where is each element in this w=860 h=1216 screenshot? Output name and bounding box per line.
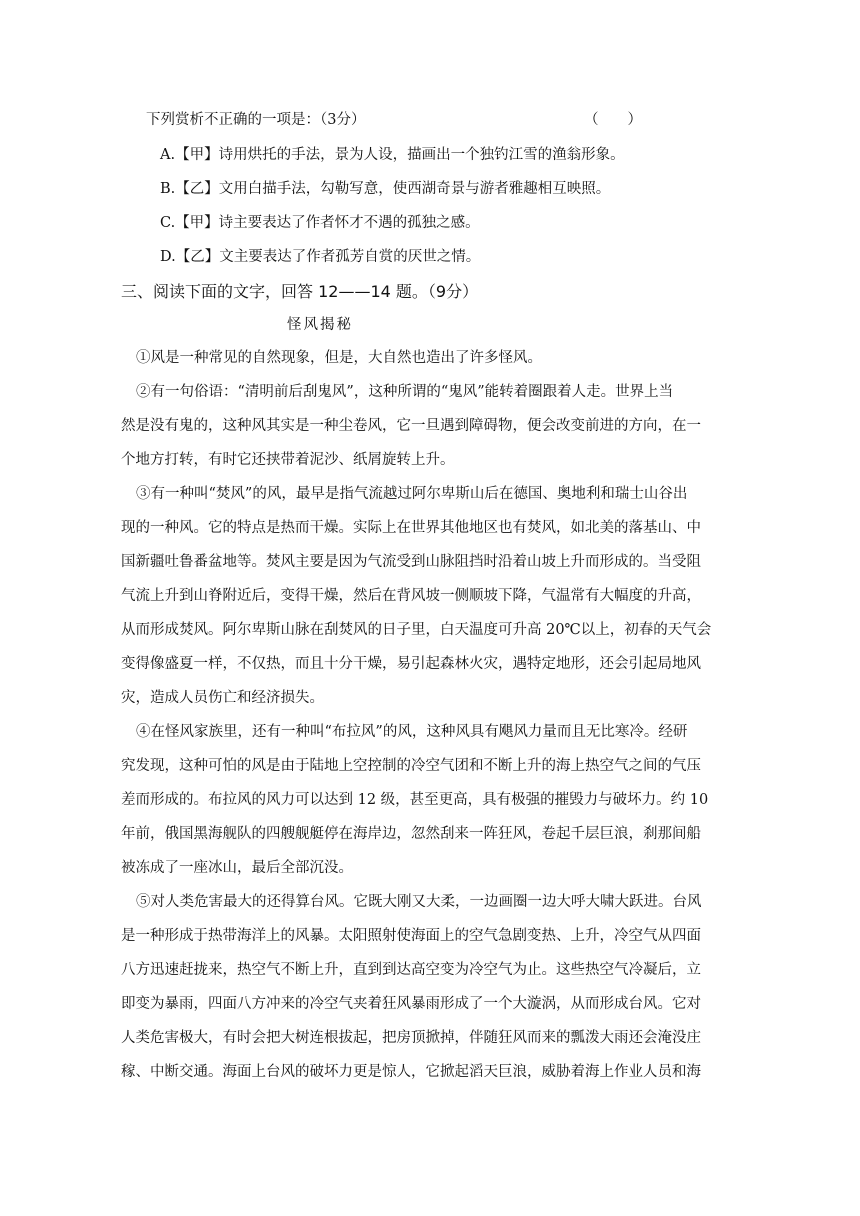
paragraph-3-line-4: 气流上升到山脊附近后，变得干燥，然后在背风坡一侧顺坡下降，气温常有大幅度的升高， [121, 588, 701, 604]
paragraph-2-line-3: 个地方打转，有时它还挟带着泥沙、纸屑旋转上升。 [121, 452, 455, 468]
question-stem: 下列赏析不正确的一项是：（3分） [146, 112, 366, 128]
paragraph-2-line-2: 然是没有鬼的，这种风其实是一种尘卷风，它一旦遇到障碍物，便会改变前进的方向，在一 [121, 418, 701, 434]
option-d: D.【乙】文主要表达了作者孤芳自赏的厌世之情。 [160, 249, 481, 265]
section-heading: 三、阅读下面的文字，回答 12——14 题。（9分） [121, 282, 479, 301]
paragraph-5-line-1: ⑤对人类危害最大的还得算台风。它既大刚又大柔，一边画圈一边大呼大啸大跃进。台风 [136, 894, 702, 910]
paragraph-4-line-3: 差而形成的。布拉风的风力可以达到 12 级，甚至更高，具有极强的摧毁力与破坏力。约 10 [121, 792, 709, 808]
paragraph-4-line-5: 被冻成了一座冰山，最后全部沉没。 [121, 860, 353, 876]
paragraph-5-line-5: 人类危害极大，有时会把大树连根拔起，把房顶掀掉，伴随狂风而来的瓢泼大雨还会淹没庄 [121, 1030, 701, 1046]
paragraph-1-line-1: ①风是一种常见的自然现象，但是，大自然也造出了许多怪风。 [136, 350, 542, 366]
paragraph-2-line-1: ②有一句俗语：“清明前后刮鬼风”，这种所谓的“鬼风”能转着圈跟着人走。世界上当 [136, 384, 674, 400]
paragraph-5-line-3: 八方迅速赶拢来，热空气不断上升，直到到达高空变为冷空气为止。这些热空气冷凝后，立 [121, 962, 701, 978]
paragraph-3-line-7: 灾，造成人员伤亡和经济损失。 [121, 690, 324, 706]
paragraph-5-line-4: 即变为暴雨，四面八方冲来的冷空气夹着狂风暴雨形成了一个大漩涡，从而形成台风。它对 [121, 996, 701, 1012]
paragraph-3-line-2: 现的一种风。它的特点是热而干燥。实际上在世界其他地区也有焚风，如北美的落基山、中 [121, 520, 701, 536]
paragraph-3-line-3: 国新疆吐鲁番盆地等。焚风主要是因为气流受到山脉阻挡时沿着山坡上升而形成的。当受阻 [121, 554, 701, 570]
paragraph-4-line-2: 究发现，这种可怕的风是由于陆地上空控制的冷空气团和不断上升的海上热空气之间的气压 [121, 758, 701, 774]
paragraph-3-line-5: 从而形成焚风。阿尔卑斯山脉在刮焚风的日子里，白天温度可升高 20℃以上，初春的天气会 [121, 622, 712, 638]
paragraph-5-line-6: 稼、中断交通。海面上台风的破坏力更是惊人，它掀起滔天巨浪，威胁着海上作业人员和海 [121, 1064, 701, 1080]
paragraph-3-line-1: ③有一种叫“焚风”的风，最早是指气流越过阿尔卑斯山后在德国、奥地利和瑞士山谷出 [136, 486, 688, 502]
paragraph-4-line-4: 年前，俄国黑海舰队的四艘舰艇停在海岸边，忽然刮来一阵狂风，卷起千层巨浪，刹那间船 [121, 826, 701, 842]
answer-parentheses: （ ） [584, 112, 642, 128]
option-a: A.【甲】诗用烘托的手法，景为人设，描画出一个独钓江雪的渔翁形象。 [160, 147, 625, 163]
option-c: C.【甲】诗主要表达了作者怀才不遇的孤独之感。 [160, 215, 480, 231]
paragraph-3-line-6: 变得像盛夏一样，不仅热，而且十分干燥，易引起森林火灾，遇特定地形，还会引起局地风 [121, 656, 701, 672]
option-b: B.【乙】文用白描手法，勾勒写意，使西湖奇景与游者雅趣相互映照。 [160, 181, 611, 197]
article-title: 怪风揭秘 [287, 317, 353, 333]
paragraph-4-line-1: ④在怪风家族里，还有一种叫“布拉风”的风，这种风具有飓风力量而且无比寒冷。经研 [136, 724, 688, 740]
paragraph-5-line-2: 是一种形成于热带海洋上的风暴。太阳照射使海面上的空气急剧变热、上升，冷空气从四面 [121, 928, 701, 944]
